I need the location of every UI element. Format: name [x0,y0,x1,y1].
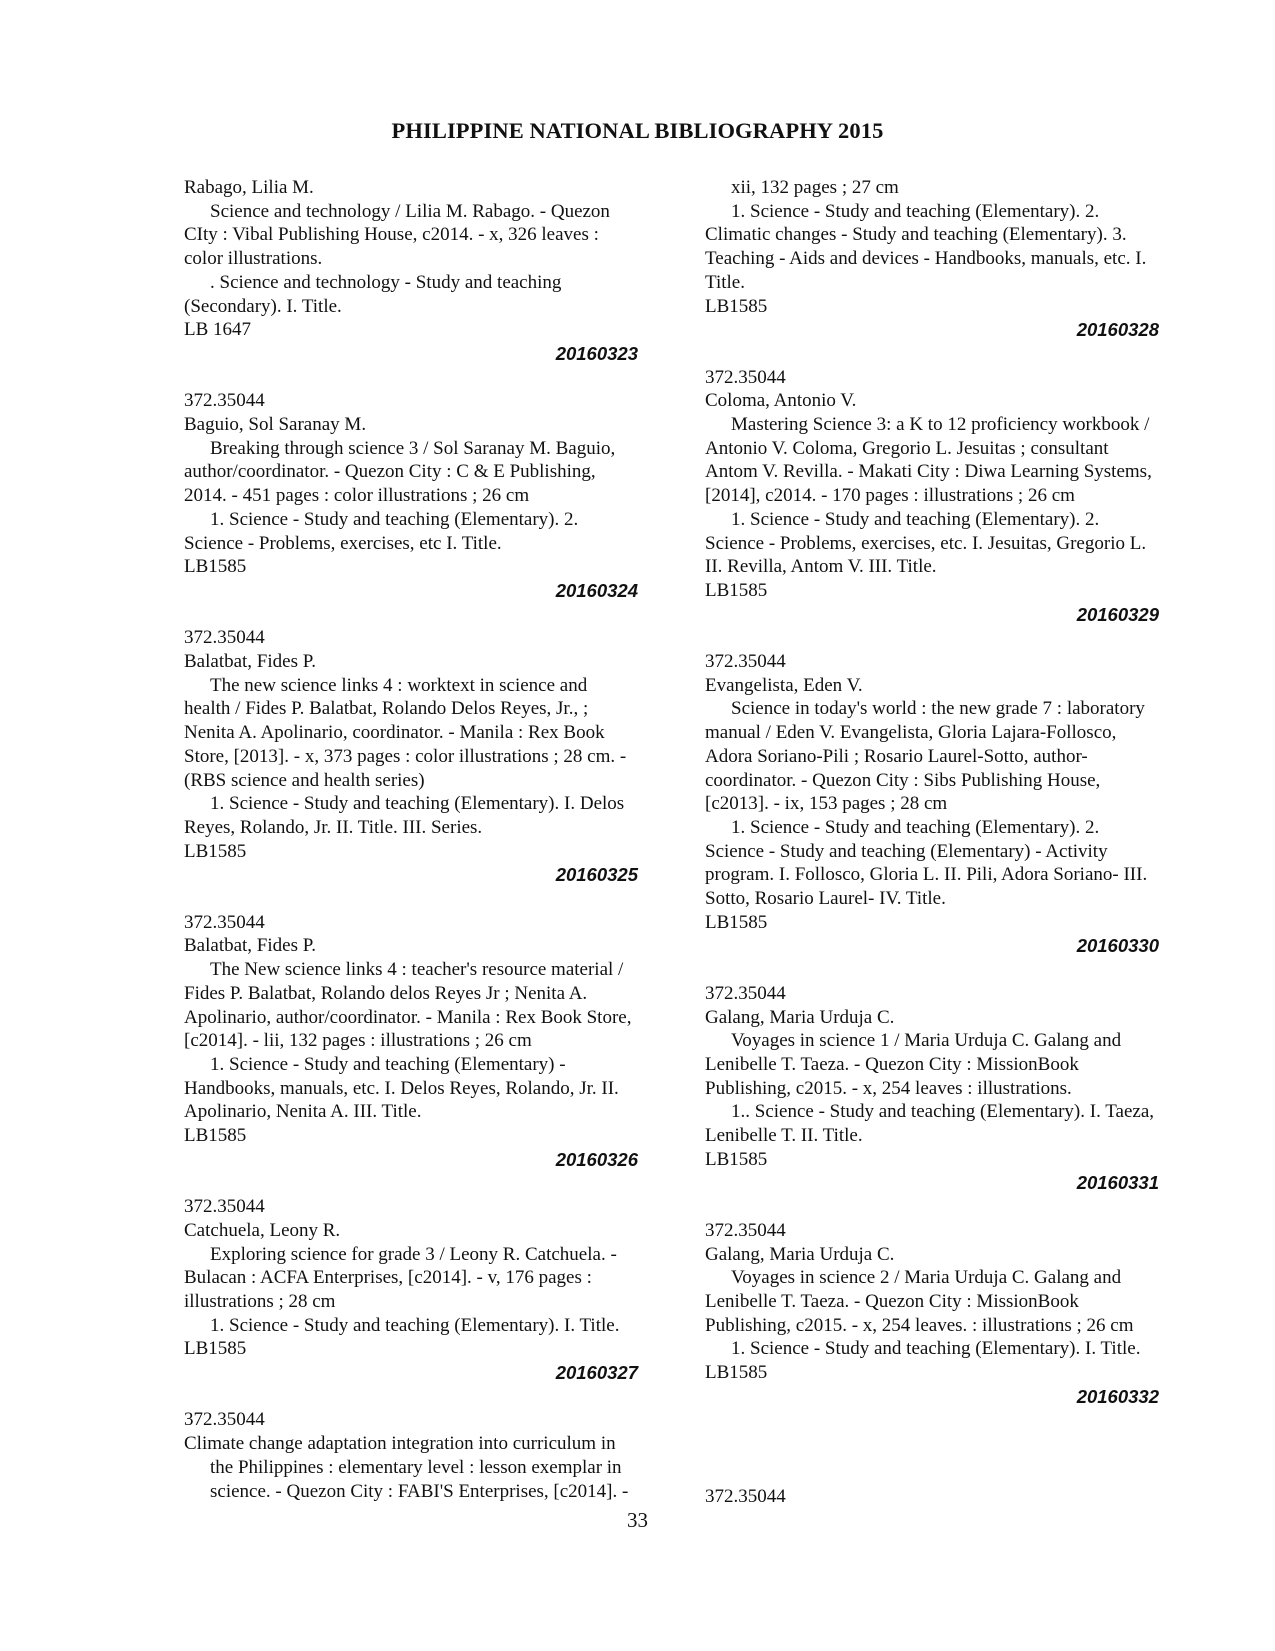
entry-subject: 1. Science - Study and teaching (Elementary). 2. [210,508,579,530]
entry-subject: (Secondary). I. Title. [184,295,342,317]
entry-call-number: LB1585 [184,556,247,578]
entry-description: Voyages in science 1 / Maria Urduja C. Galang and [731,1030,1122,1052]
entry-title: the Philippines : elementary level : lesson exemplar in [210,1456,622,1478]
bibliography-entry [184,389,674,602]
page-number: 33 [627,1508,648,1532]
entry-title: science. - Quezon City : FABI'S Enterprises, [c2014]. - [210,1480,629,1502]
entry-subject: Apolinario, Nenita A. III. Title. [184,1101,422,1123]
entry-call-number: LB1585 [705,1362,768,1384]
entry-control-number: 20160324 [555,579,638,601]
entry-description: color illustrations. [184,248,323,270]
entry-subject: Lenibelle T. II. Title. [705,1125,863,1147]
entry-author: Balatbat, Fides P. [184,935,316,957]
entry-description: health / Fides P. Balatbat, Rolando Delos Reyes, Jr., ; [184,698,589,720]
entry-subject: 1. Science - Study and teaching (Elementary). 2. [731,508,1100,530]
bibliography-entry [184,1195,674,1385]
page-title: PHILIPPINE NATIONAL BIBLIOGRAPHY 2015 [391,118,884,143]
entry-subject: Handbooks, manuals, etc. I. Delos Reyes, Rolando, Jr. II. [184,1077,619,1099]
right-column [705,176,1195,1409]
entry-description: Exploring science for grade 3 / Leony R. Catchuela. - [210,1243,617,1265]
entry-class-number: 372.35044 [184,390,265,412]
entry-author: Baguio, Sol Saranay M. [184,414,367,436]
entry-subject: Science - Problems, exercises, etc. I. Jesuitas, Gregorio L. [705,532,1147,554]
entry-subject: Science - Problems, exercises, etc I. Title. [184,532,502,554]
entry-description: Mastering Science 3: a K to 12 proficiency workbook / [731,414,1150,436]
bibliography-entry [705,982,1195,1195]
entry-author: Galang, Maria Urduja C. [705,1006,895,1028]
entry-description: 2014. - 451 pages : color illustrations ; 26 cm [184,485,530,507]
entry-description: Bulacan : ACFA Enterprises, [c2014]. - v, 176 pages : [184,1267,592,1289]
entry-description: CIty : Vibal Publishing House, c2014. - x, 326 leaves : [184,224,599,246]
entry-subject: 1. Science - Study and teaching (Elementary). I. Delos [210,793,625,815]
entry-class-number: 372.35044 [705,1219,786,1241]
entry-class-number: 372.35044 [184,627,265,649]
entry-description: Publishing, c2015. - x, 254 leaves : illustrations. [705,1077,1072,1099]
entry-call-number: LB1585 [705,911,768,933]
entry-description: Nenita A. Apolinario, coordinator. - Manila : Rex Book [184,722,605,744]
entry-subject: Climatic changes - Study and teaching (Elementary). 3. [705,224,1127,246]
entry-author: Coloma, Antonio V. [705,390,857,412]
entry-subject: 1. Science - Study and teaching (Elementary). 2. [731,816,1100,838]
entry-description: Fides P. Balatbat, Rolando delos Reyes Jr ; Nenita A. [184,982,588,1004]
entry-description: The New science links 4 : teacher's resource material / [210,959,624,981]
entry-control-number: 20160331 [1076,1172,1159,1194]
entry-description: Breaking through science 3 / Sol Saranay M. Baguio, [210,437,616,459]
entry-control-number: 20160329 [1076,603,1159,625]
entry-description: Lenibelle T. Taeza. - Quezon City : MissionBook [705,1290,1079,1312]
entry-subject: 1. Science - Study and teaching (Elementary). 2. [731,200,1100,222]
entry-subject: . Science and technology - Study and teaching [210,271,562,293]
entry-author: Evangelista, Eden V. [705,674,863,696]
entry-description: Science and technology / Lilia M. Rabago. - Quezon [210,200,610,222]
entry-description: Antonio V. Coloma, Gregorio L. Jesuitas ; consultant [705,437,1109,459]
entry-title: Climate change adaptation integration into curriculum in [184,1433,616,1455]
bibliography-entry [184,626,674,887]
entry-call-number: LB1585 [184,1125,247,1147]
entry-class-number: 372.35044 [705,982,786,1004]
entry-description: Store, [2013]. - x, 373 pages : color illustrations ; 28 cm. - [184,745,627,767]
entry-subject: 1. Science - Study and teaching (Elementary) - [210,1053,566,1075]
entry-description: illustrations ; 28 cm [184,1290,336,1312]
entry-subject: 1.. Science - Study and teaching (Elementary). I. Taeza, [731,1101,1155,1123]
entry-subject: Sotto, Rosario Laurel- IV. Title. [705,888,946,910]
entry-class-number: 372.35044 [705,1486,786,1507]
entry-description: Apolinario, author/coordinator. - Manila : Rex Book Store, [184,1006,632,1028]
left-column [184,176,674,1503]
entry-subject: II. Revilla, Antom V. III. Title. [705,556,937,578]
bibliography-entry [705,366,1195,627]
entry-control-number: 20160326 [555,1148,638,1170]
entry-control-number: 20160330 [1076,935,1159,957]
entry-description: Adora Soriano-Pili ; Rosario Laurel-Sotto, author- [705,745,1088,767]
entry-control-number: 20160325 [555,864,638,886]
entry-description: Voyages in science 2 / Maria Urduja C. Galang and [731,1267,1122,1289]
entry-call-number: LB1585 [184,840,247,862]
entry-description: manual / Eden V. Evangelista, Gloria Lajara-Follosco, [705,722,1117,744]
entry-class-number: 372.35044 [184,1409,265,1431]
entry-description: [c2014]. - lii, 132 pages : illustrations ; 26 cm [184,1030,532,1052]
entry-description: Antom V. Revilla. - Makati City : Diwa Learning Systems, [705,461,1152,483]
entry-subject: Title. [705,271,745,293]
entry-author: Galang, Maria Urduja C. [705,1243,895,1265]
entry-description: [c2013]. - ix, 153 pages ; 28 cm [705,793,948,815]
entry-control-number: 20160327 [555,1362,638,1384]
entry-call-number: LB 1647 [184,319,252,341]
entry-class-number: 372.35044 [184,1196,265,1218]
bibliography-entry [184,911,674,1172]
entry-description: Science in today's world : the new grade 7 : laboratory [731,698,1145,720]
entry-subject: 1. Science - Study and teaching (Elementary). I. Title. [210,1314,620,1336]
entry-author: Rabago, Lilia M. [184,177,314,198]
entry-description: author/coordinator. - Quezon City : C & E Publishing, [184,461,596,483]
entry-subject: program. I. Follosco, Gloria L. II. Pili, Adora Soriano- III. [705,864,1148,886]
bibliography-entry [705,650,1195,958]
entry-subject: Science - Study and teaching (Elementary) - Activity [705,840,1108,862]
entry-call-number: LB1585 [705,295,768,317]
entry-class-number: 372.35044 [705,651,786,673]
entry-call-number: LB1585 [705,579,768,601]
entry-class-number: 372.35044 [184,911,265,933]
entry-class-number: 372.35044 [705,366,786,388]
bibliography-entry [705,1219,1195,1409]
entry-description: coordinator. - Quezon City : Sibs Publishing House, [705,769,1101,791]
entry-call-number: LB1585 [184,1338,247,1360]
entry-control-number: 20160328 [1076,319,1159,341]
entry-author: Balatbat, Fides P. [184,651,316,673]
entry-control-number: 20160323 [555,342,638,364]
bibliography-entry [184,176,674,366]
entry-description: Publishing, c2015. - x, 254 leaves. : illustrations ; 26 cm [705,1314,1134,1336]
entry-subject: 1. Science - Study and teaching (Elementary). I. Title. [731,1338,1141,1360]
entry-description: [2014], c2014. - 170 pages : illustrations ; 26 cm [705,485,1075,507]
entry-control-number: 20160332 [1076,1385,1159,1407]
entry-description: Lenibelle T. Taeza. - Quezon City : MissionBook [705,1053,1079,1075]
entry-subject: Reyes, Rolando, Jr. II. Title. III. Series. [184,816,483,838]
entry-author: Catchuela, Leony R. [184,1219,341,1241]
bibliography-entry [184,1408,674,1503]
entry-description: (RBS science and health series) [184,769,425,791]
entry-description: The new science links 4 : worktext in science and [210,674,588,696]
entry-description: xii, 132 pages ; 27 cm [731,177,899,198]
entry-subject: Teaching - Aids and devices - Handbooks, manuals, etc. I. [705,248,1147,270]
bibliography-entry-continued [705,176,1195,342]
entry-call-number: LB1585 [705,1148,768,1170]
